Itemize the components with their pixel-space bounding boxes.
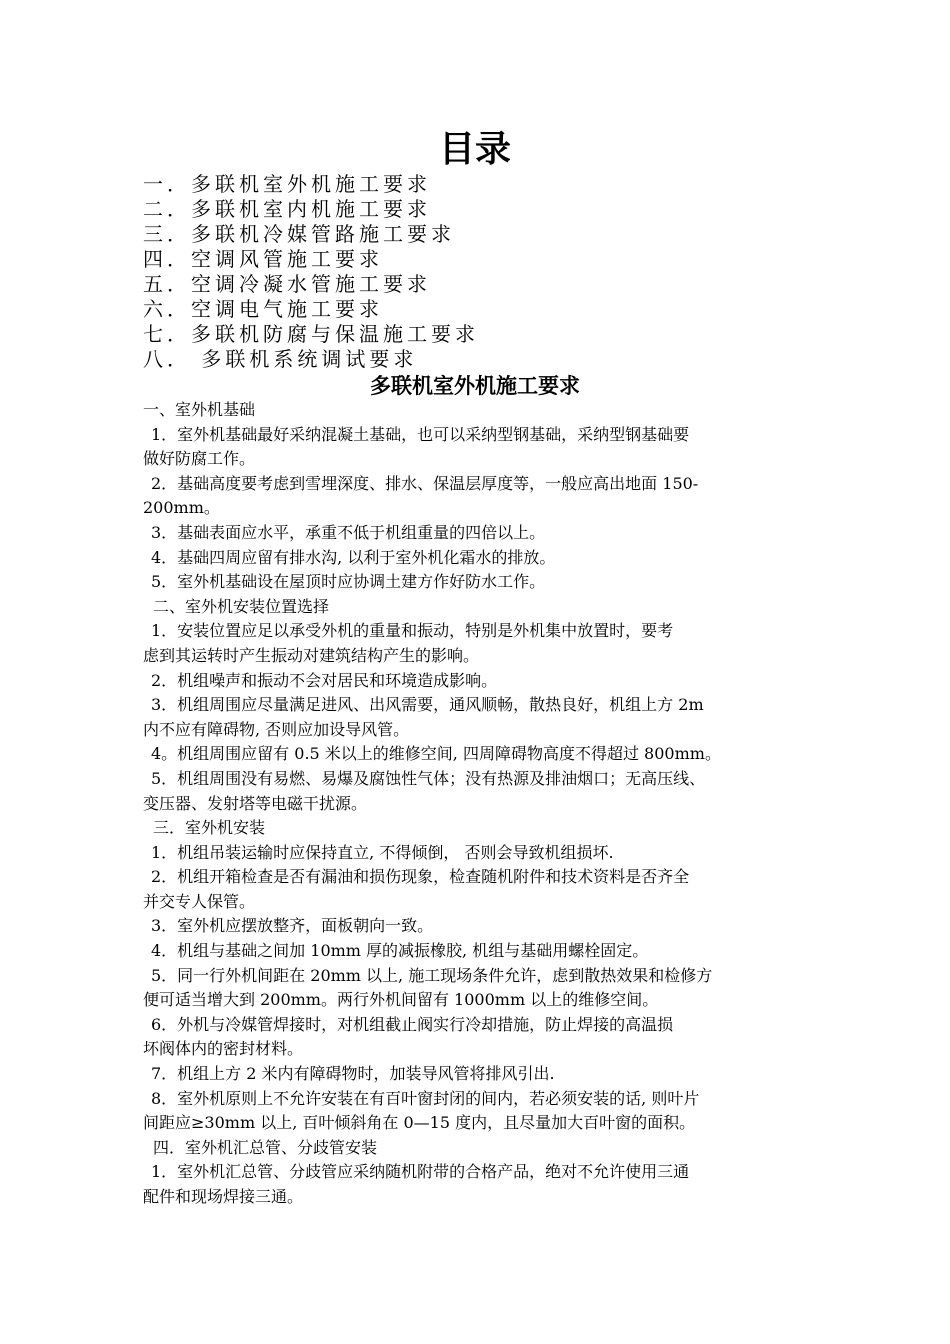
paragraph-line: 2．基础高度要考虑到雪埋深度、排水、保温层厚度等，一般应高出地面 150- xyxy=(151,473,699,493)
paragraph-line: 7．机组上方 2 米内有障碍物时，加装导风管将排风引出. xyxy=(151,1064,555,1084)
paragraph-line: 做好防腐工作。 xyxy=(143,449,256,469)
toc-item-7: 七．多联机防腐与保温施工要求 xyxy=(143,322,479,346)
paragraph-line: 4。机组周围应留有 0.5 米以上的维修空间, 四周障碍物高度不得超过 800mm。 xyxy=(151,744,721,764)
toc-item-1: 一．多联机室外机施工要求 xyxy=(143,172,431,196)
toc-item-8: 八． 多联机系统调试要求 xyxy=(143,347,418,371)
subheading-location: 二、室外机安装位置选择 xyxy=(153,596,330,616)
paragraph-line: 6．外机与冷媒管焊接时，对机组截止阀实行冷却措施，防止焊接的高温损 xyxy=(151,1014,674,1034)
paragraph-line: 1．室外机基础最好采纳混凝土基础，也可以采纳型钢基础，采纳型钢基础要 xyxy=(151,424,690,444)
paragraph-line: 3．室外机应摆放整齐，面板朝向一致。 xyxy=(151,916,434,936)
paragraph-line: 1．室外机汇总管、分歧管应采纳随机附带的合格产品，绝对不允许使用三通 xyxy=(151,1162,690,1182)
toc-item-2: 二．多联机室内机施工要求 xyxy=(143,197,431,221)
paragraph-line: 4．机组与基础之间加 10mm 厚的减振橡胶, 机组与基础用螺栓固定。 xyxy=(151,941,649,961)
paragraph-line: 5．机组周围没有易燃、易爆及腐蚀性气体；没有热源及排油烟口；无高压线、 xyxy=(151,768,706,788)
paragraph-line: 2．机组开箱检查是否有漏油和损伤现象，检查随机附件和技术资料是否齐全 xyxy=(151,867,690,887)
paragraph-line: 坏阀体内的密封材料。 xyxy=(143,1039,304,1059)
paragraph-line: 间距应≥30mm 以上, 百叶倾斜角在 0—15 度内，且尽量加大百叶窗的面积。 xyxy=(143,1113,696,1133)
paragraph-line: 虑到其运转时产生振动对建筑结构产生的影响。 xyxy=(143,645,480,665)
paragraph-line: 3．基础表面应水平，承重不低于机组重量的四倍以上。 xyxy=(151,522,546,542)
paragraph-line: 4．基础四周应留有排水沟, 以利于室外机化霜水的排放。 xyxy=(151,547,556,567)
toc-item-4: 四．空调风管施工要求 xyxy=(143,247,383,271)
paragraph-line: 1．机组吊装运输时应保持直立, 不得倾倒， 否则会导致机组损坏. xyxy=(151,842,614,862)
subheading-manifold: 四．室外机汇总管、分歧管安装 xyxy=(153,1137,378,1157)
paragraph-line: 200mm。 xyxy=(143,498,220,518)
paragraph-line: 8．室外机原则上不允许安装在有百叶窗封闭的间内，若必须安装的话, 则叶片 xyxy=(151,1088,700,1108)
paragraph-line: 配件和现场焊接三通。 xyxy=(143,1187,304,1206)
toc-item-3: 三．多联机冷媒管路施工要求 xyxy=(143,222,455,246)
subheading-installation: 三．室外机安装 xyxy=(153,818,266,838)
paragraph-line: 5．室外机基础设在屋顶时应协调土建方作好防水工作。 xyxy=(151,572,546,592)
section-title: 多联机室外机施工要求 xyxy=(370,373,580,398)
paragraph-line: 2．机组噪声和振动不会对居民和环境造成影响。 xyxy=(151,670,498,690)
toc-item-5: 五．空调冷凝水管施工要求 xyxy=(143,272,431,296)
paragraph-line: 内不应有障碍物, 否则应加设导风管。 xyxy=(143,719,410,739)
table-of-contents xyxy=(143,172,843,372)
paragraph-line: 变压器、发射塔等电磁干扰源。 xyxy=(143,793,368,813)
toc-item-6: 六．空调电气施工要求 xyxy=(143,297,383,321)
paragraph-line: 1．安装位置应足以承受外机的重量和振动，特别是外机集中放置时，要考 xyxy=(151,621,674,641)
section-body xyxy=(143,398,815,1210)
paragraph-line: 并交专人保管。 xyxy=(143,891,256,911)
subheading-foundation: 一、室外机基础 xyxy=(143,400,256,419)
paragraph-line: 便可适当增大到 200mm。两行外机间留有 1000mm 以上的维修空间。 xyxy=(143,990,659,1010)
toc-title: 目录 xyxy=(438,129,511,170)
paragraph-line: 3．机组周围应尽量满足进风、出风需要，通风顺畅，散热良好，机组上方 2m xyxy=(151,695,704,715)
paragraph-line: 5．同一行外机间距在 20mm 以上, 施工现场条件允许，虑到散热效果和检修方 xyxy=(151,965,713,985)
